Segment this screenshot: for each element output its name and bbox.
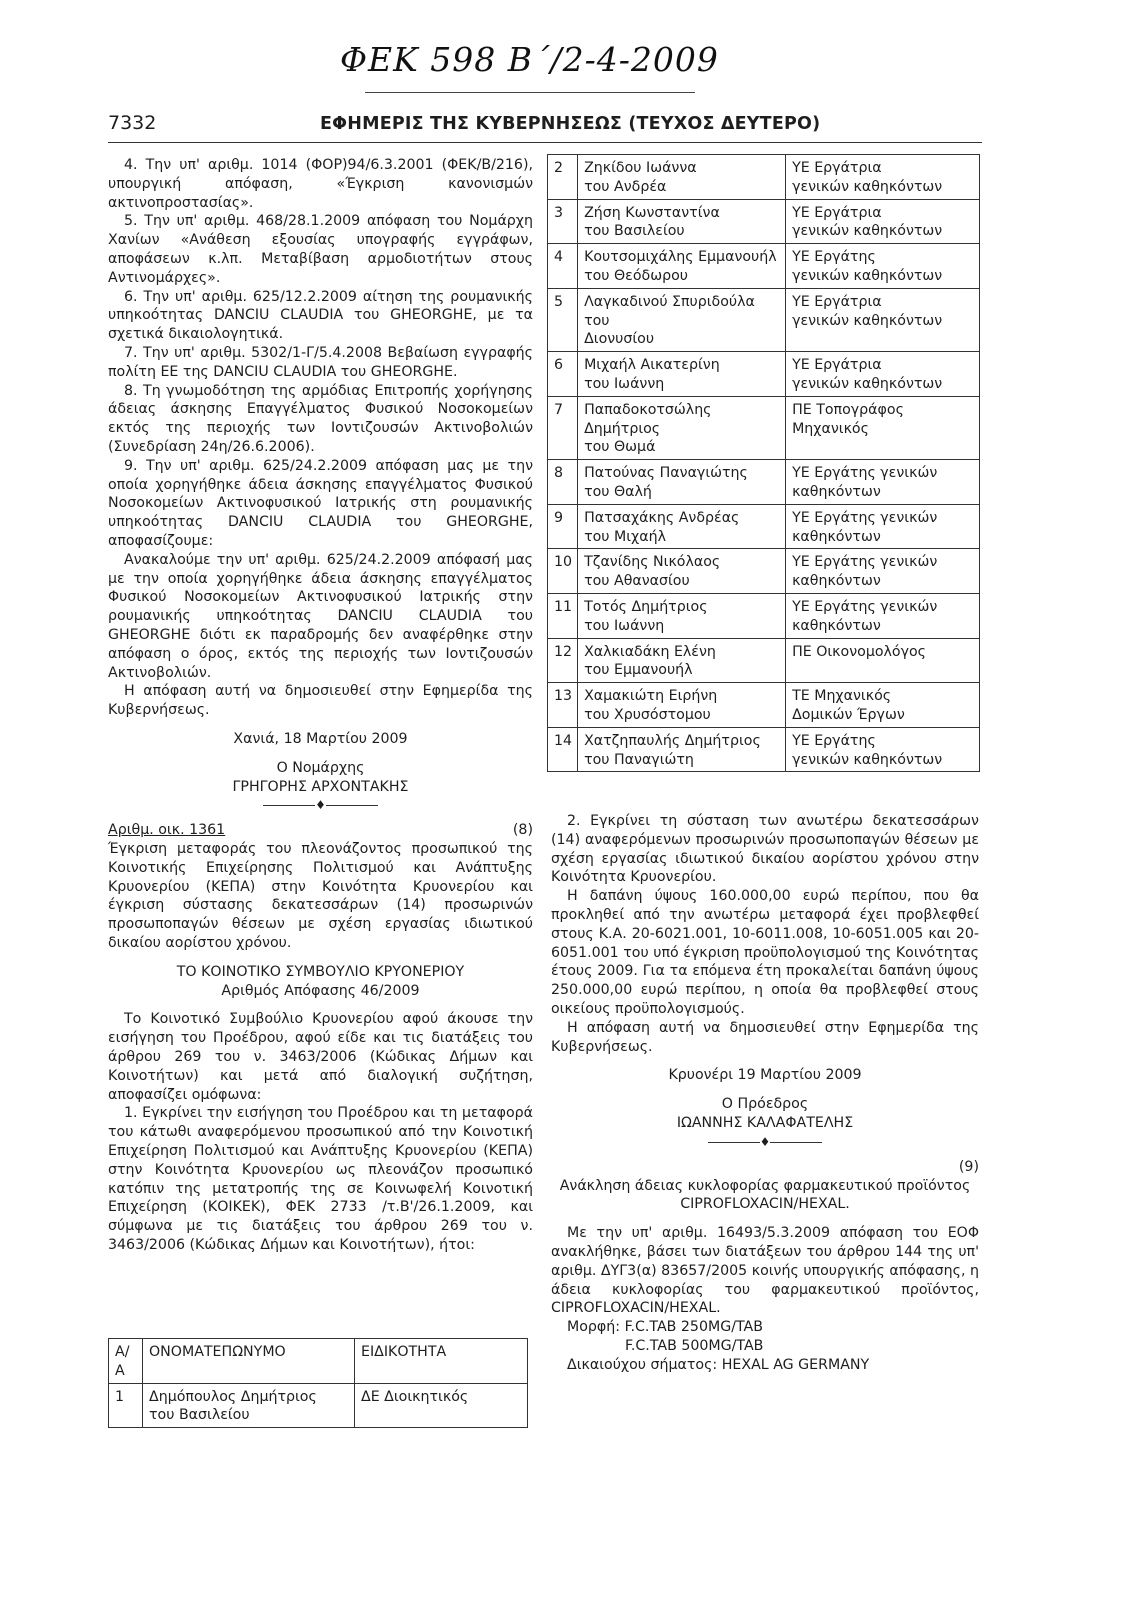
row-name: Πατούνας Παναγιώτης του Θαλή xyxy=(578,460,786,505)
row-name: Τζανίδης Νικόλαος του Αθανασίου xyxy=(578,549,786,594)
paragraph: 8. Τη γνωμοδότηση της αρμόδιας Επιτροπής χορήγησης άδειας άσκησης Επαγγέλματος Φυσικού Νοσοκομείων εκτός της περιοχής των Ιοντιζουσών Ακτινοβολιών (Συνεδρίαση 24η/26.6.2006). xyxy=(108,382,533,455)
right-column xyxy=(551,812,979,1375)
left-column xyxy=(108,156,533,1255)
paragraph: 5. Την υπ' αριθμ. 468/28.1.2009 απόφαση του Νομάρχη Χανίων «Ανάθεση εξουσίας υπογραφής εγγράφων, αποφάσεων κ.λπ. Μεταβίβαση αρμοδιοτήτων στους Αντινομάρχες». xyxy=(108,213,533,286)
row-number: 6 xyxy=(548,352,578,397)
col-header-aa: Α/Α xyxy=(109,1339,143,1384)
row-specialty: ΥΕ Εργάτης γενικών καθηκόντων xyxy=(786,244,980,289)
paragraph: 6. Την υπ' αριθμ. 625/12.2.2009 αίτηση της ρουμανικής υπηκοότητας DANCIU CLAUDIA του GHEORGHE, με τα σχετικά δικαιολογητικά. xyxy=(108,288,533,343)
council-title: ΤΟ ΚΟΙΝΟΤΙΚΟ ΣΥΜΒΟΥΛΙΟ ΚΡΥΟΝΕΡΙΟΥ xyxy=(176,963,465,980)
signature-place-date: Χανιά, 18 Μαρτίου 2009 xyxy=(233,730,408,747)
paragraph: 9. Την υπ' αριθμ. 625/24.2.2009 απόφαση μας με την οποία χορηγήθηκε άδεια άσκησης επαγγέλματος Φυσικού Νοσοκομείων Ακτινοφυσικού Ιατρικής στη ρουμανικής υπηκοότητας DANCIU CLAUDIA του GHEORGHE, αποφασίζουμε: xyxy=(108,457,533,549)
row-number: 11 xyxy=(548,593,578,638)
staff-table-part2 xyxy=(547,154,980,772)
row-number: 13 xyxy=(548,683,578,728)
page-number: 7332 xyxy=(108,112,157,134)
gazette-title: ΕΦΗΜΕΡΙΣ ΤΗΣ ΚΥΒΕΡΝΗΣΕΩΣ (ΤΕΥΧΟΣ ΔΕΥΤΕΡΟ) xyxy=(320,114,821,134)
paragraph: 7. Την υπ' αριθμ. 5302/1-Γ/5.4.2008 Βεβαίωση εγγραφής πολίτη ΕΕ της DANCIU CLAUDIA του GHEORGHE. xyxy=(108,344,533,380)
row-number: 10 xyxy=(548,549,578,594)
row-specialty: ΥΕ Εργάτρια γενικών καθηκόντων xyxy=(786,199,980,244)
paragraph: Ανακαλούμε την υπ' αριθμ. 625/24.2.2009 απόφασή μας με την οποία χορηγήθηκε άδεια άσκησης επαγγέλματος Φυσικού Νοσοκομείων Ακτινοφυσικού Ιατρικής στην ρουμανικής υπηκοότητας DANCIU CLAUDIA του GHEORGHE διότι εκ παραδρομής δεν αναφέρθηκε στην απόφαση ο όρος, εκτός της περιοχής των Ιοντιζουσών Ακτινοβολιών. xyxy=(108,551,533,681)
row-number: 12 xyxy=(548,638,578,683)
paragraph: Το Κοινοτικό Συμβούλιο Κρυονερίου αφού άκουσε την εισήγηση του Προέδρου, αφού είδε και τις διατάξεις του άρθρου 269 του ν. 3463/2006 (Κώδικας Δήμων και Κοινοτήτων) και μετά από διαλογική συζήτηση, αποφασίζει ομόφωνα: xyxy=(108,1011,533,1103)
row-name: Τοτός Δημήτριος του Ιωάννη xyxy=(578,593,786,638)
table-row xyxy=(548,352,980,397)
product-form: Μορφή: F.C.TAB 250MG/TAB xyxy=(567,1319,763,1336)
table-row xyxy=(548,549,980,594)
decision-no: Αριθμός Απόφασης 46/2009 xyxy=(221,982,420,999)
handwritten-gazette-note: ΦΕΚ 598 Β΄/2-4-2009 xyxy=(340,40,719,79)
signature-role: Ο Νομάρχης xyxy=(276,759,365,776)
decision-number: (8) xyxy=(512,822,533,839)
table-row xyxy=(548,727,980,772)
row-specialty: ΥΕ Εργάτης γενικών καθηκόντων xyxy=(786,504,980,549)
row-name: Δημόπουλος Δημήτριος του Βασιλείου xyxy=(143,1383,355,1428)
row-specialty: ΠΕ Οικονομολόγος xyxy=(786,638,980,683)
table-row xyxy=(548,288,980,351)
decision-number: (9) xyxy=(958,1158,979,1175)
table-row xyxy=(548,155,980,200)
table-row xyxy=(548,199,980,244)
paragraph: Η απόφαση αυτή να δημοσιευθεί στην Εφημερίδα της Κυβερνήσεως. xyxy=(551,1019,979,1055)
paragraph: 2. Εγκρίνει τη σύσταση των ανωτέρω δεκατεσσάρων (14) αναφερόμενων προσωρινών προσωποπαγών θέσεων με σχέση εργασίας ιδιωτικού δικαίου αορίστου χρόνου στην Κοινότητα Κρυονερίου. xyxy=(551,813,979,886)
signature-name: ΓΡΗΓΟΡΗΣ ΑΡΧΟΝΤΑΚΗΣ xyxy=(232,778,409,795)
signature-place-date: Κρυονέρι 19 Μαρτίου 2009 xyxy=(668,1067,862,1084)
row-specialty: ΥΕ Εργάτης γενικών καθηκόντων xyxy=(786,549,980,594)
paragraph: Η δαπάνη ύψους 160.000,00 ευρώ περίπου, που θα προκληθεί από την ανωτέρω μεταφορά έχει προβλεφθεί στους Κ.Α. 20-6021.001, 10-6011.008, 10-6051.005 και 20-6051.001 του υπό έγκριση προϋπολογισμού της Κοινότητας έτους 2009. Για τα επόμενα έτη προκαλείται δαπάνη ύψους 250.000,00 ευρώ περίπου, η οποία θα προβλεφθεί στους οικείους προϋπολογισμούς. xyxy=(551,888,979,1017)
staff-table-part1 xyxy=(108,1338,528,1428)
decision-subject: Έγκριση μεταφοράς του πλεονάζοντος προσωπικού της Κοινοτικής Επιχείρησης Πολιτισμού και Ανάπτυξης Κρυονερίου (ΚΕΠΑ) στην Κοινότητα Κρυονερίου και έγκριση σύστασης δεκατεσσάρων (14) προσωρινών προσωποπαγών θέσεων με σχέση εργασίας ιδιωτικού δικαίου αορίστου χρόνου. xyxy=(108,841,533,952)
signature-role: Ο Πρόεδρος xyxy=(721,1096,809,1113)
table-header-row xyxy=(109,1339,528,1384)
row-name: Πατσαχάκης Ανδρέας του Μιχαήλ xyxy=(578,504,786,549)
row-number: 5 xyxy=(548,288,578,351)
row-number: 14 xyxy=(548,727,578,772)
col-header-specialty: ΕΙΔΙΚΟΤΗΤΑ xyxy=(355,1339,528,1384)
row-name: Χαμακιώτη Ειρήνη του Χρυσόστομου xyxy=(578,683,786,728)
row-specialty: ΥΕ Εργάτρια γενικών καθηκόντων xyxy=(786,352,980,397)
decision-ref: Αριθμ. οικ. 1361 xyxy=(108,822,226,839)
row-number: 9 xyxy=(548,504,578,549)
row-number: 2 xyxy=(548,155,578,200)
row-name: Χατζηπαυλής Δημήτριος του Παναγιώτη xyxy=(578,727,786,772)
table-row xyxy=(548,504,980,549)
row-number: 7 xyxy=(548,396,578,459)
signature-name: ΙΩΑΝΝΗΣ ΚΑΛΑΦΑΤΕΛΗΣ xyxy=(676,1114,854,1131)
handwritten-underline xyxy=(365,92,695,93)
table-row xyxy=(548,683,980,728)
decision-subject: Ανάκληση άδειας κυκλοφορίας φαρμακευτικού προϊόντος CIPROFLOXACIN/HEXAL. xyxy=(559,1177,971,1213)
row-specialty: ΥΕ Εργάτρια γενικών καθηκόντων xyxy=(786,155,980,200)
row-name: Χαλκιαδάκη Ελένη του Εμμανουήλ xyxy=(578,638,786,683)
header-rule xyxy=(108,142,982,143)
row-number: 1 xyxy=(109,1383,143,1428)
decision-heading xyxy=(108,821,533,840)
table-row xyxy=(548,460,980,505)
row-name: Ζηκίδου Ιωάννα του Ανδρέα xyxy=(578,155,786,200)
row-specialty: ΥΕ Εργάτρια γενικών καθηκόντων xyxy=(786,288,980,351)
section-divider: ♦ xyxy=(108,799,533,811)
table-row xyxy=(548,638,980,683)
row-name: Ζήση Κωνσταντίνα του Βασιλείου xyxy=(578,199,786,244)
product-form-2: F.C.TAB 500MG/TAB xyxy=(625,1337,764,1354)
row-specialty: ΠΕ Τοπογράφος Μηχανικός xyxy=(786,396,980,459)
row-number: 4 xyxy=(548,244,578,289)
col-header-name: ΟΝΟΜΑΤΕΠΩΝΥΜΟ xyxy=(143,1339,355,1384)
row-specialty: ΔΕ Διοικητικός xyxy=(355,1383,528,1428)
row-name: Παπαδοκοτσώλης Δημήτριος του Θωμά xyxy=(578,396,786,459)
paragraph: Η απόφαση αυτή να δημοσιευθεί στην Εφημερίδα της Κυβερνήσεως. xyxy=(108,683,533,719)
paragraph: 4. Την υπ' αριθμ. 1014 (ΦΟΡ)94/6.3.2001 (ΦΕΚ/Β/216), υπουργική απόφαση, «Έγκριση κανονισμών ακτινοπροστασίας». xyxy=(108,157,533,211)
section-divider: ♦ xyxy=(551,1136,979,1148)
table-row xyxy=(548,593,980,638)
trademark-holder: Δικαιούχου σήματος: HEXAL AG GERMANY xyxy=(567,1356,870,1373)
row-name: Λαγκαδινού Σπυριδούλα του Διονυσίου xyxy=(578,288,786,351)
row-specialty: ΥΕ Εργάτης γενικών καθηκόντων xyxy=(786,460,980,505)
row-specialty: ΥΕ Εργάτης γενικών καθηκόντων xyxy=(786,727,980,772)
table-row xyxy=(109,1383,528,1428)
row-number: 3 xyxy=(548,199,578,244)
row-number: 8 xyxy=(548,460,578,505)
table-row xyxy=(548,244,980,289)
row-specialty: ΥΕ Εργάτης γενικών καθηκόντων xyxy=(786,593,980,638)
table-row xyxy=(548,396,980,459)
paragraph: Με την υπ' αριθμ. 16493/5.3.2009 απόφαση του ΕΟΦ ανακλήθηκε, βάσει των διατάξεων του άρθρου 144 της υπ' αριθμ. ΔΥΓ3(α) 83657/2005 κοινής υπουργικής απόφασης, η άδεια κυκλοφορίας του φαρμακευτικού προϊόντος, CIPROFLOXACIN/HEXAL. xyxy=(551,1225,979,1317)
row-name: Μιχαήλ Αικατερίνη του Ιωάννη xyxy=(578,352,786,397)
row-name: Κουτσομιχάλης Εμμανουήλ του Θεόδωρου xyxy=(578,244,786,289)
row-specialty: ΤΕ Μηχανικός Δομικών Έργων xyxy=(786,683,980,728)
paragraph: 1. Εγκρίνει την εισήγηση του Προέδρου και τη μεταφορά του κάτωθι αναφερόμενου προσωπικού από την Κοινοτική Επιχείρηση Πολιτισμού και Ανάπτυξης Κρυονερίου (ΚΕΠΑ) στην Κοινότητα Κρυονερίου ως πλεονάζον προσωπικό κατόπιν της μετατροπής της σε Κοινωφελή Κοινοτική Επιχείρηση (ΚΟΙΚΕΚ), ΦΕΚ 2733 /τ.Β'/26.1.2009, και σύμφωνα με τις διατάξεις του άρθρου 269 του ν. 3463/2006 (Κώδικας Δήμων και Κοινοτήτων), ήτοι: xyxy=(108,1105,533,1254)
